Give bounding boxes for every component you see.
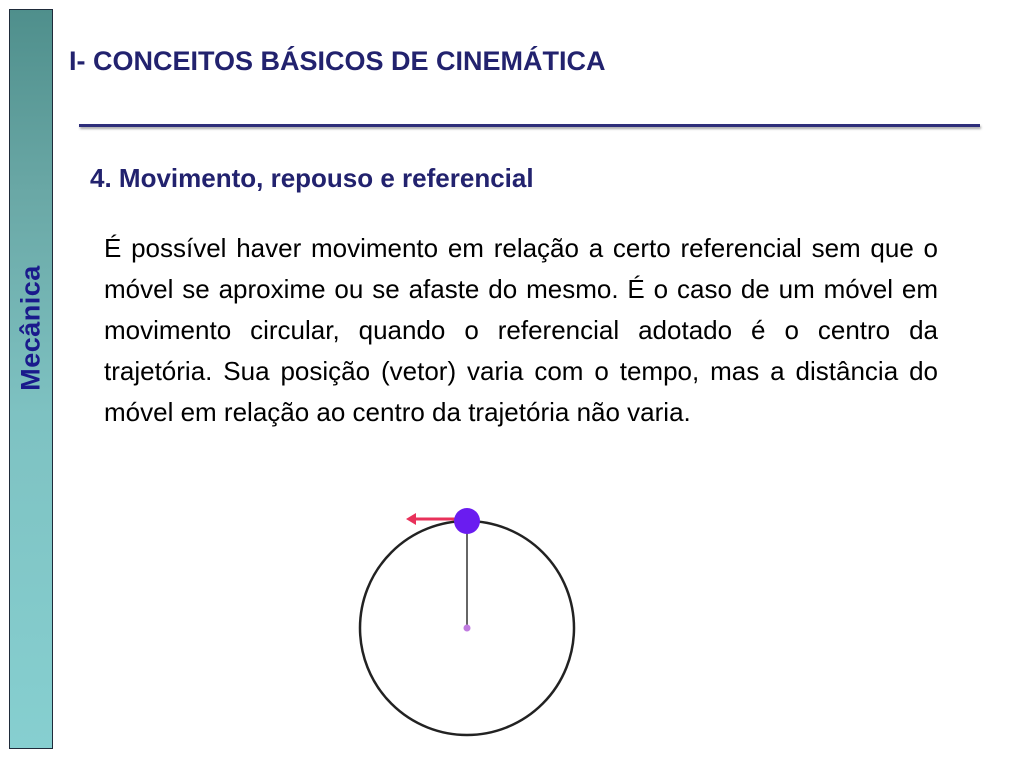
moving-body-icon [454, 508, 480, 534]
title-divider [79, 124, 980, 127]
section-heading: 4. Movimento, repouso e referencial [90, 163, 534, 193]
page-title: I- CONCEITOS BÁSICOS DE CINEMÁTICA [69, 46, 606, 76]
body-paragraph: É possível haver movimento em relação a certo referencial sem que o móvel se aproxime ou se afaste do mesmo. É o caso de um móvel em movimento circular, quando o referencial adotado é o centro da trajetória. Sua posição (vetor) varia com o tempo, mas a distância do móvel em relação ao centro da trajetória não varia. [104, 233, 938, 427]
circular-motion-diagram [340, 495, 600, 750]
sidebar-banner [9, 9, 53, 749]
center-point-icon [464, 625, 471, 632]
sidebar-label: Mecânica [15, 265, 46, 391]
